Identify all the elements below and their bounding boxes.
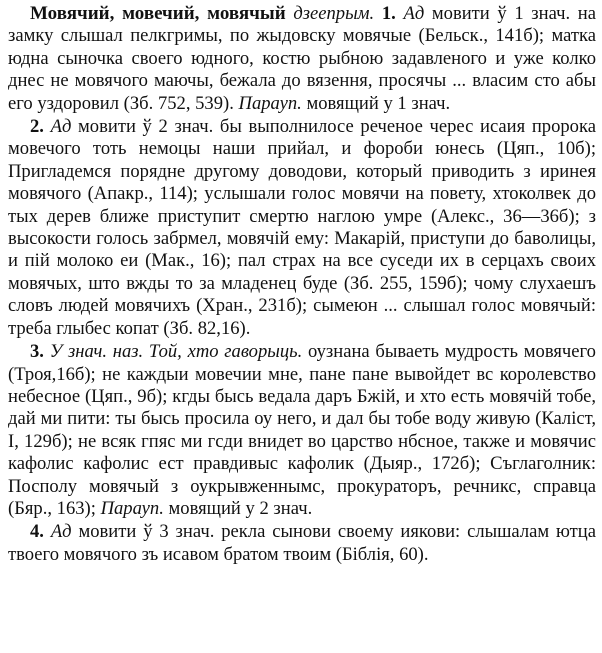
sense-number: 1. bbox=[381, 3, 396, 24]
headword: Мовячий, мовечий, мовячый bbox=[30, 3, 286, 24]
definition: мовити ў 3 знач. bbox=[78, 521, 215, 543]
entry-paragraph-1 bbox=[8, 3, 596, 115]
entry-paragraph-3 bbox=[8, 341, 596, 520]
citations: на замку слышал пелкгримы, по жыдовску мовячые (Бельск., 141б); матка юдна сыночка своего юдного, костю рыбною задавленого и уже колко днес не мовячого маючы, бежала до вязення, просячы ... власим сто абы его уздоровил (Зб. 752, 539). bbox=[8, 3, 596, 114]
entry-paragraph-2 bbox=[8, 116, 596, 340]
citations: рекла сынови своему иякови: слышалам ютца твоего мовячого зъ исавом братом твоим (Біблія, 60). bbox=[8, 521, 596, 565]
definition-abbr: Ад bbox=[50, 521, 72, 543]
entry-paragraph-4 bbox=[8, 521, 596, 566]
part-of-speech: дзеепрым. bbox=[293, 3, 375, 24]
paraun-text: мовящий у 1 знач. bbox=[306, 92, 451, 114]
definition-abbr: Ад bbox=[403, 3, 425, 24]
definition-abbr: Ад bbox=[50, 116, 72, 138]
citations: бы выполнилосе реченое черес исаия пророка мовечого тоть немоцы наши прийал, и фороби юнесь (Цяп., 10б); Пригладемся порядне другому доводови, который приводить з иринея мовячого (Апакр., 114); услышали голос мовячи на повету, хтоколвек до тых дерев ближе приступит смертю наглою умре (Алекс., 36—36б); з высокости голось забрмел, мовячій ему: Макарій, приступи до баволицы, и пій молоко еи (Мак., 16); пал страх на все суседи их в серцахъ своих мовячых, што вжды то за младенец буде (Зб. 255, 159б); чому слухаешъ словъ людей мовячихъ (Хран., 231б); сымеюн ... слышал голос мовячый: треба глыбес копат (Зб. 82,16). bbox=[8, 116, 596, 339]
paraun-label: Парауп. bbox=[238, 92, 302, 114]
definition: мовити ў 1 знач. bbox=[431, 3, 571, 24]
definition: У знач. наз. Той, хто гаворыць. bbox=[49, 341, 303, 363]
sense-number: 3. bbox=[30, 341, 44, 363]
paraun-label: Парауп. bbox=[100, 497, 164, 519]
citations: оузнана бываеть мудрость мовячего (Троя,16б); не каждыи мовечии мне, пане пане вывойдет вс королевство небесное (Цяп., 9б); кгды бысь ведала даръ Бжій, и хто есть мовячій тобе, дай ми пити: ты бысь просила оу него, и дал бы тобе воду живую (Каліст, І, 129б); не всяк гпяс ми гсди внидет во царство нбсное, также и мовячис кафолис кафолис ест правдивыс кафолик (Дыяр., 172б); Съглаголник: Посполу мовячый з оукрывженнымс, прокураторъ, речникс, справца (Бяр., 163); bbox=[8, 341, 596, 519]
sense-number: 4. bbox=[30, 521, 44, 543]
sense-number: 2. bbox=[30, 116, 44, 138]
paraun-text: мовящий у 2 знач. bbox=[168, 497, 313, 519]
definition: мовити ў 2 знач. bbox=[78, 116, 214, 138]
